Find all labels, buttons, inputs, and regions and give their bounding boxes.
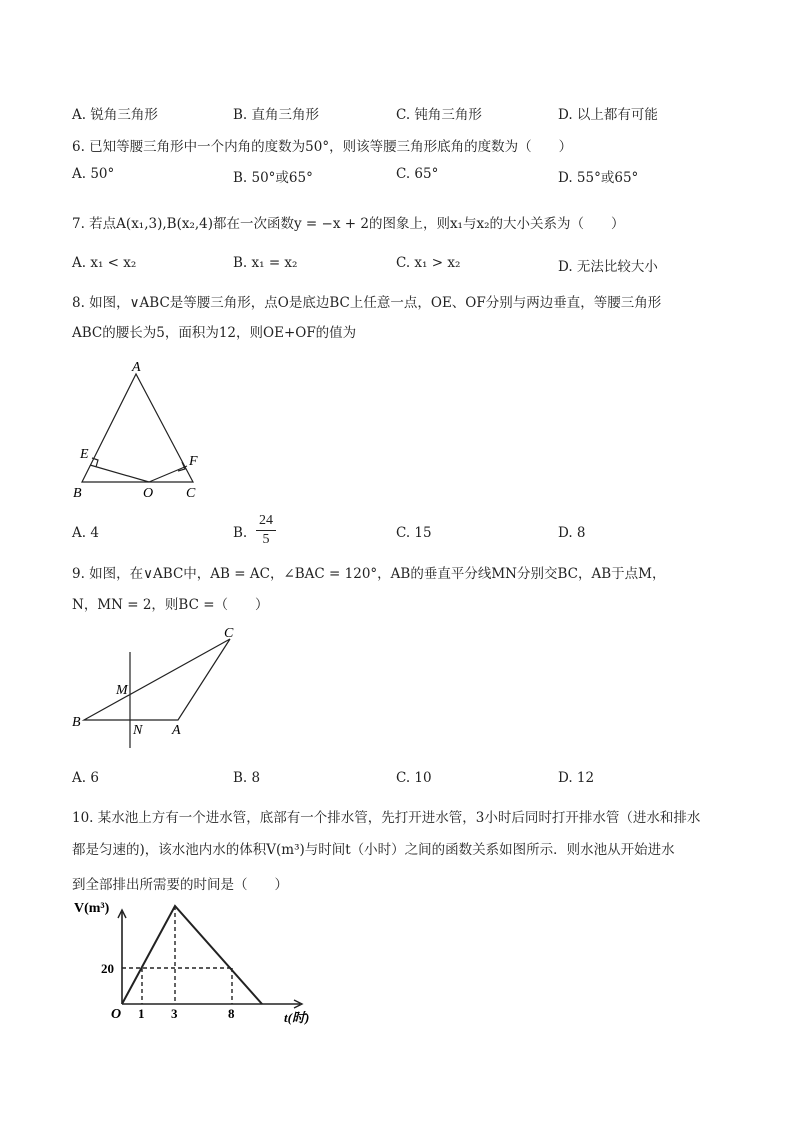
q10-stem-line3: 到全部排出所需要的时间是（ ） (72, 877, 288, 893)
q5-option-d: D. 以上都有可能 (558, 107, 658, 123)
q10-x-tick-8: 8 (228, 1006, 235, 1021)
q8-option-a: A. 4 (72, 525, 99, 541)
q8-label-f: F (189, 454, 198, 469)
q6-option-d: D. 55°或65° (558, 170, 639, 186)
q8-fraction-denominator: 5 (262, 532, 270, 547)
q8-option-b-prefix: B. (233, 525, 248, 541)
q9-option-c: C. 10 (396, 770, 432, 786)
q10-x-axis-label: t(时) (284, 1010, 310, 1025)
q9-label-n: N (133, 723, 143, 738)
q9-option-d: D. 12 (558, 770, 595, 786)
q9-label-m: M (116, 683, 128, 698)
q8-option-c: C. 15 (396, 525, 432, 541)
q10-y-tick-20: 20 (101, 961, 114, 976)
q10-stem-line2: 都是匀速的)，该水池内水的体积V(m³)与时间t（小时）之间的函数关系如图所示．则水池从开始进水 (72, 842, 675, 858)
q9-stem-line1: 9. 如图，在∨ABC中，AB = AC，∠BAC = 120°，AB的垂直平分线MN分别交BC，AB于点M， (72, 566, 666, 582)
q9-label-c: C (224, 626, 234, 641)
q8-label-c: C (186, 486, 196, 501)
q9-label-a: A (172, 723, 181, 738)
q10-y-axis-label: V(m³) (74, 901, 110, 916)
q7-option-a: A. x₁ < x₂ (72, 255, 137, 271)
q8-option-d: D. 8 (558, 525, 586, 541)
q8-stem-line1: 8. 如图，∨ABC是等腰三角形，点O是底边BC上任意一点，OE、OF分别与两边垂直，等腰三角形 (72, 295, 662, 311)
q5-option-a: A. 锐角三角形 (72, 107, 158, 123)
q8-stem-line2: ABC的腰长为5，面积为12，则OE+OF的值为 (72, 325, 357, 341)
q6-option-a: A. 50° (72, 166, 115, 182)
q8-label-e: E (80, 447, 89, 462)
q10-stem-line1: 10. 某水池上方有一个进水管，底部有一个排水管，先打开进水管，3小时后同时打开排水管（进水和排水 (72, 810, 701, 826)
q9-label-b: B (72, 715, 81, 730)
q8-label-b: B (73, 486, 82, 501)
q9-option-b: B. 8 (233, 770, 261, 786)
q7-option-c: C. x₁ > x₂ (396, 255, 461, 271)
q5-option-c: C. 钝角三角形 (396, 107, 482, 123)
q9-option-a: A. 6 (72, 770, 99, 786)
q8-option-b-fraction (256, 513, 276, 548)
q6-stem: 6. 已知等腰三角形中一个内角的度数为50°，则该等腰三角形底角的度数为（ ） (72, 139, 573, 155)
q6-option-c: C. 65° (396, 166, 439, 182)
q10-x-tick-3: 3 (171, 1006, 178, 1021)
q7-option-b: B. x₁ = x₂ (233, 255, 298, 271)
q8-label-o: O (143, 486, 154, 501)
q10-origin-label: O (111, 1007, 122, 1022)
q7-option-d: D. 无法比较大小 (558, 259, 658, 275)
q5-option-b: B. 直角三角形 (233, 107, 320, 123)
q10-x-tick-1: 1 (138, 1006, 145, 1021)
q7-stem: 7. 若点A(x₁,3),B(x₂,4)都在一次函数y = −x + 2的图象上，则x₁与x₂的大小关系为（ ） (72, 216, 625, 232)
q6-option-b: B. 50°或65° (233, 170, 313, 186)
q8-label-a: A (132, 360, 141, 375)
q8-fraction-numerator: 24 (259, 513, 273, 528)
q9-stem-line2: N，MN = 2，则BC =（ ） (72, 597, 269, 613)
